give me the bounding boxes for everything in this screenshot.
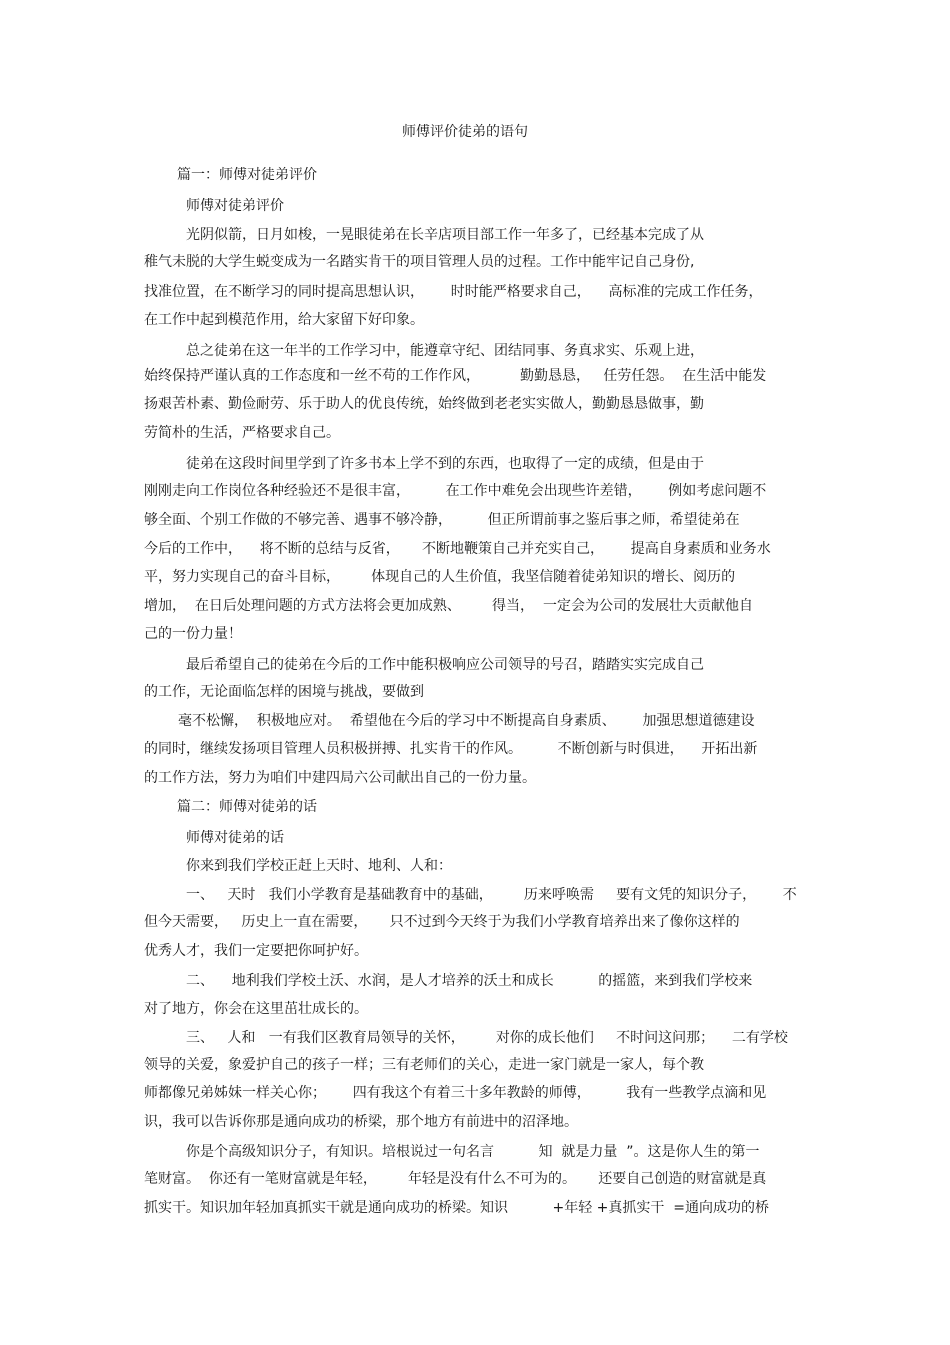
paragraph-line: 增加， 在日后处理问题的方式方法将会更加成熟、 得当， 一定会为公司的发展壮大贡献他自: [144, 598, 753, 614]
document-title: 师傅评价徒弟的语句: [402, 124, 528, 140]
paragraph-line: 扬艰苦朴素、勤俭耐劳、乐于助人的优良传统，始终做到老老实实做人，勤勤恳恳做事，勤: [144, 396, 704, 412]
section-heading-2: 篇二：师傅对徒弟的话: [177, 799, 317, 815]
paragraph-line: 一、 天时 我们小学教育是基础教育中的基础， 历来呼唤需 要有文凭的知识分子， 不: [186, 887, 797, 903]
paragraph-line: 优秀人才，我们一定要把你呵护好。: [144, 943, 368, 959]
paragraph-line: 最后希望自己的徒弟在今后的工作中能积极响应公司领导的号召，踏踏实实完成自己: [186, 657, 704, 673]
paragraph-line: 识，我可以告诉你那是通向成功的桥梁，那个地方有前进中的沼泽地。: [144, 1114, 578, 1130]
paragraph-line: 二、 地利我们学校土沃、水润，是人才培养的沃土和成长 的摇篮，来到我们学校来: [186, 973, 753, 989]
subsection-heading-1: 师傅对徒弟评价: [186, 198, 284, 214]
paragraph-line: 徒弟在这段时间里学到了许多书本上学不到的东西，也取得了一定的成绩，但是由于: [186, 456, 704, 472]
paragraph-line: 抓实干。知识加年轻加真抓实干就是通向成功的桥梁。知识 +年轻 +真抓实干 =通向成功的桥: [144, 1200, 770, 1216]
paragraph-line: 三、 人和 一有我们区教育局领导的关怀， 对你的成长他们 不时问这问那； 二有学校: [186, 1030, 788, 1046]
paragraph-line: 在工作中起到模范作用，给大家留下好印象。: [144, 312, 424, 328]
paragraph-line: 你是个高级知识分子，有知识。培根说过一句名言 知 就是力量 ”。这是你人生的第一: [186, 1144, 760, 1160]
paragraph-line: 笔财富。 你还有一笔财富就是年轻， 年轻是没有什么不可为的。 还要自己创造的财富就是真: [144, 1171, 767, 1187]
paragraph-line: 的工作方法，努力为咱们中建四局六公司献出自己的一份力量。: [144, 770, 536, 786]
paragraph-line: 你来到我们学校正赶上天时、地利、人和：: [186, 858, 452, 874]
paragraph-line: 师都像兄弟姊妹一样关心你； 四有我这个有着三十多年教龄的师傅， 我有一些教学点滴和见: [144, 1085, 767, 1101]
paragraph-line: 总之徒弟在这一年半的工作学习中，能遵章守纪、团结同事、务真求实、乐观上进，: [186, 343, 704, 359]
paragraph-line: 始终保持严谨认真的工作态度和一丝不苟的工作作风， 勤勤恳恳， 任劳任怨。 在生活中能发: [144, 368, 767, 384]
paragraph-line: 找准位置，在不断学习的同时提高思想认识， 时时能严格要求自己， 高标准的完成工作任务，: [144, 284, 763, 300]
paragraph-line: 够全面、个别工作做的不够完善、遇事不够冷静， 但正所谓前事之鉴后事之师，希望徒弟在: [144, 512, 740, 528]
subsection-heading-2: 师傅对徒弟的话: [186, 830, 284, 846]
paragraph-line: 稚气未脱的大学生蜕变成为一名踏实肯干的项目管理人员的过程。工作中能牢记自己身份,: [144, 254, 695, 270]
paragraph-line: 刚刚走向工作岗位各种经验还不是很丰富， 在工作中难免会出现些许差错， 例如考虑问题不: [144, 483, 767, 499]
paragraph-line: 的工作，无论面临怎样的困境与挑战，要做到: [144, 684, 424, 700]
paragraph-line: 但今天需要， 历史上一直在需要， 只不过到今天终于为我们小学教育培养出来了像你这样的: [144, 914, 740, 930]
paragraph-line: 平，努力实现自己的奋斗目标， 体现自己的人生价值，我坚信随着徒弟知识的增长、阅历的: [144, 569, 736, 585]
paragraph-line: 劳简朴的生活，严格要求自己。: [144, 425, 340, 441]
paragraph-line: 己的一份力量！: [144, 626, 242, 642]
paragraph-line: 领导的关爱，象爱护自己的孩子一样；三有老师们的关心，走进一家门就是一家人，每个教: [144, 1057, 704, 1073]
section-heading-1: 篇一：师傅对徒弟评价: [177, 167, 317, 183]
paragraph-line: 今后的工作中， 将不断的总结与反省， 不断地鞭策自己并充实自己， 提高自身素质和业务水: [144, 541, 771, 557]
paragraph-line: 毫不松懈， 积极地应对。 希望他在今后的学习中不断提高自身素质、 加强思想道德建设: [178, 713, 755, 729]
paragraph-line: 的同时，继续发扬项目管理人员积极拼搏、扎实肯干的作风。 不断创新与时俱进， 开拓出新: [144, 741, 758, 757]
paragraph-line: 光阴似箭，日月如梭，一晃眼徒弟在长辛店项目部工作一年多了，已经基本完成了从: [186, 227, 704, 243]
paragraph-line: 对了地方，你会在这里茁壮成长的。: [144, 1001, 368, 1017]
